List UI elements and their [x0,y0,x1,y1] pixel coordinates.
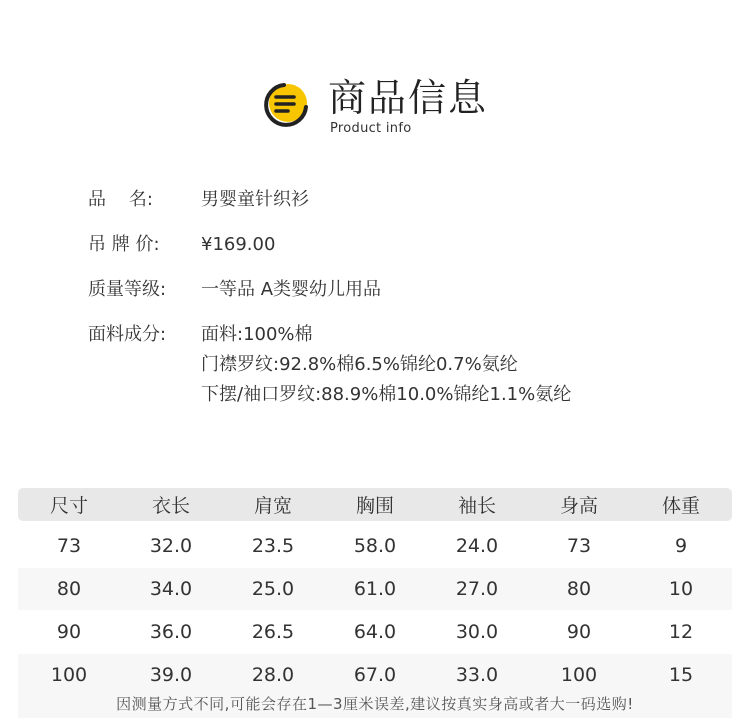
table-row [18,568,732,610]
size-table [18,488,732,686]
info-label-name: 品 名: [88,189,153,210]
info-value-name: 男婴童针织衫 [201,189,309,210]
table-row [18,611,732,653]
table-cell: 61.0 [353,578,397,600]
table-header-cell: 体重 [661,495,700,517]
table-cell: 27.0 [455,578,499,600]
table-cell: 36.0 [149,621,193,643]
info-label-grade: 质量等级: [88,279,167,300]
table-cell: 32.0 [149,535,193,557]
info-value-price: ¥169.00 [201,234,276,255]
table-cell: 33.0 [455,664,499,686]
info-row-grade [88,275,688,305]
table-cell: 25.0 [251,578,295,600]
info-value-grade: 一等品 A类婴幼儿用品 [201,279,382,300]
info-row-price [88,230,688,260]
table-cell: 73 [56,535,82,557]
table-header-cell: 胸围 [355,495,394,517]
table-cell: 58.0 [353,535,397,557]
table-header-cell: 身高 [559,495,598,517]
info-value-material [201,320,651,410]
table-cell: 73 [566,535,592,557]
table-cell: 39.0 [149,664,193,686]
material-line-placket: 门襟罗纹:92.8%棉6.5%锦纶0.7%氨纶 [201,354,518,375]
material-line-hem-cuff: 下摆/袖口罗纹:88.9%棉10.0%锦纶1.1%氨纶 [201,384,572,405]
table-cell: 34.0 [149,578,193,600]
table-cell: 12 [668,621,694,643]
table-cell: 100 [50,664,88,686]
table-cell: 90 [566,621,592,643]
info-label-price: 吊 牌 价: [88,234,160,255]
info-label-material: 面料成分: [88,324,167,345]
info-row-material [88,320,688,410]
material-line-fabric: 面料:100%棉 [201,324,313,345]
table-cell: 80 [56,578,82,600]
table-cell: 28.0 [251,664,295,686]
section-subtitle: Product info [330,121,412,136]
table-row [18,525,732,567]
table-cell: 10 [668,578,694,600]
table-header-cell: 袖长 [457,495,496,517]
info-row-name [88,185,688,215]
table-header-row [18,488,732,521]
table-cell: 90 [56,621,82,643]
table-cell: 80 [566,578,592,600]
table-header-cell: 衣长 [151,495,190,517]
measurement-note: 因测量方式不同,可能会存在1—3厘米误差,建议按真实身高或者大一码选购! [18,690,732,718]
table-cell: 23.5 [251,535,295,557]
table-cell: 64.0 [353,621,397,643]
section-title: 商品信息 [328,76,489,120]
table-cell: 67.0 [353,664,397,686]
section-header [0,0,750,150]
table-cell: 9 [674,535,688,557]
table-cell: 30.0 [455,621,499,643]
table-cell: 24.0 [455,535,499,557]
table-cell: 100 [560,664,598,686]
product-info-logo-icon [262,80,312,130]
table-header-cell: 尺寸 [49,495,88,517]
product-info-list [88,185,688,410]
table-cell: 15 [668,664,694,686]
table-header-cell: 肩宽 [253,495,292,517]
table-cell: 26.5 [251,621,295,643]
